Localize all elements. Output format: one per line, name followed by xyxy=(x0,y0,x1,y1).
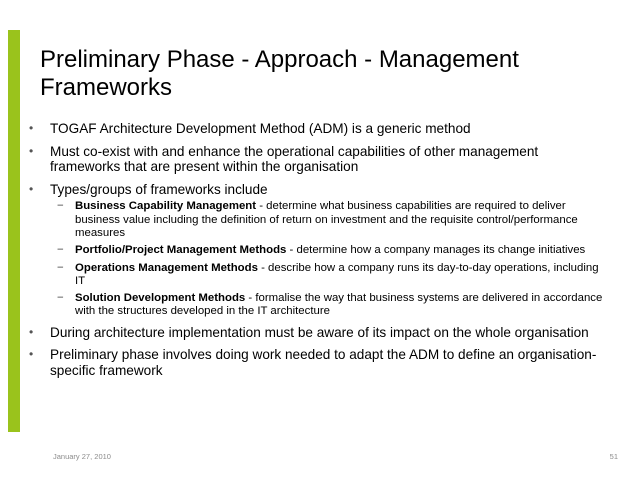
dash-icon: − xyxy=(57,244,64,257)
bullet-icon: • xyxy=(29,324,34,339)
dash-icon: − xyxy=(57,292,64,305)
bullet-icon: • xyxy=(29,121,34,135)
accent-bar xyxy=(8,30,20,432)
slide-body xyxy=(26,121,606,386)
bullet-text: TOGAF Architecture Development Method (ADM) is a generic method xyxy=(50,121,471,136)
sub-bullet-item xyxy=(51,262,606,289)
bullet-item xyxy=(26,347,606,378)
bullet-item xyxy=(26,144,606,175)
sub-bullet-item xyxy=(51,200,606,240)
sub-bullet-term: Solution Development Methods xyxy=(75,292,246,305)
sub-bullet-term: Operations Management Methods xyxy=(75,261,258,274)
bullet-icon: • xyxy=(29,143,34,158)
bullet-text: During architecture implementation must be aware of its impact on the whole organisation xyxy=(50,324,589,340)
bullet-item xyxy=(26,325,606,341)
sub-bullet-text: - determine what business capabilities are required to deliver business value including the definition of return on investment and the requisite control/performance measures xyxy=(75,200,578,239)
footer-date: January 27, 2010 xyxy=(53,452,111,461)
sub-bullet-text: - determine how a company manages its change initiatives xyxy=(286,244,586,257)
sub-bullet-term: Portfolio/Project Management Methods xyxy=(75,244,287,257)
bullet-item xyxy=(26,182,606,198)
bullet-icon: • xyxy=(29,347,34,362)
slide-title: Preliminary Phase - Approach - Management Frameworks xyxy=(40,46,519,101)
bullet-item xyxy=(26,121,606,137)
sub-bullet-list xyxy=(26,200,606,318)
bullet-text: Types/groups of frameworks include xyxy=(50,181,268,197)
sub-bullet-text: - formalise the way that business systems are delivered in accordance with the structures developed in the IT architecture xyxy=(75,292,603,318)
bullet-text: Preliminary phase involves doing work needed to adapt the ADM to define an organisation-specific framework xyxy=(50,347,597,378)
page-number: 51 xyxy=(609,452,618,461)
dash-icon: − xyxy=(57,200,64,213)
bullet-icon: • xyxy=(29,181,34,196)
bullet-text: Must co-exist with and enhance the operational capabilities of other management frameworks that are present within the organisation xyxy=(50,143,539,175)
sub-bullet-item xyxy=(51,244,606,257)
sub-bullet-text: - describe how a company runs its day-to-day operations, including IT xyxy=(75,261,599,287)
sub-bullet-term: Business Capability Management xyxy=(75,200,257,213)
sub-bullet-item xyxy=(51,292,606,319)
dash-icon: − xyxy=(57,261,64,274)
